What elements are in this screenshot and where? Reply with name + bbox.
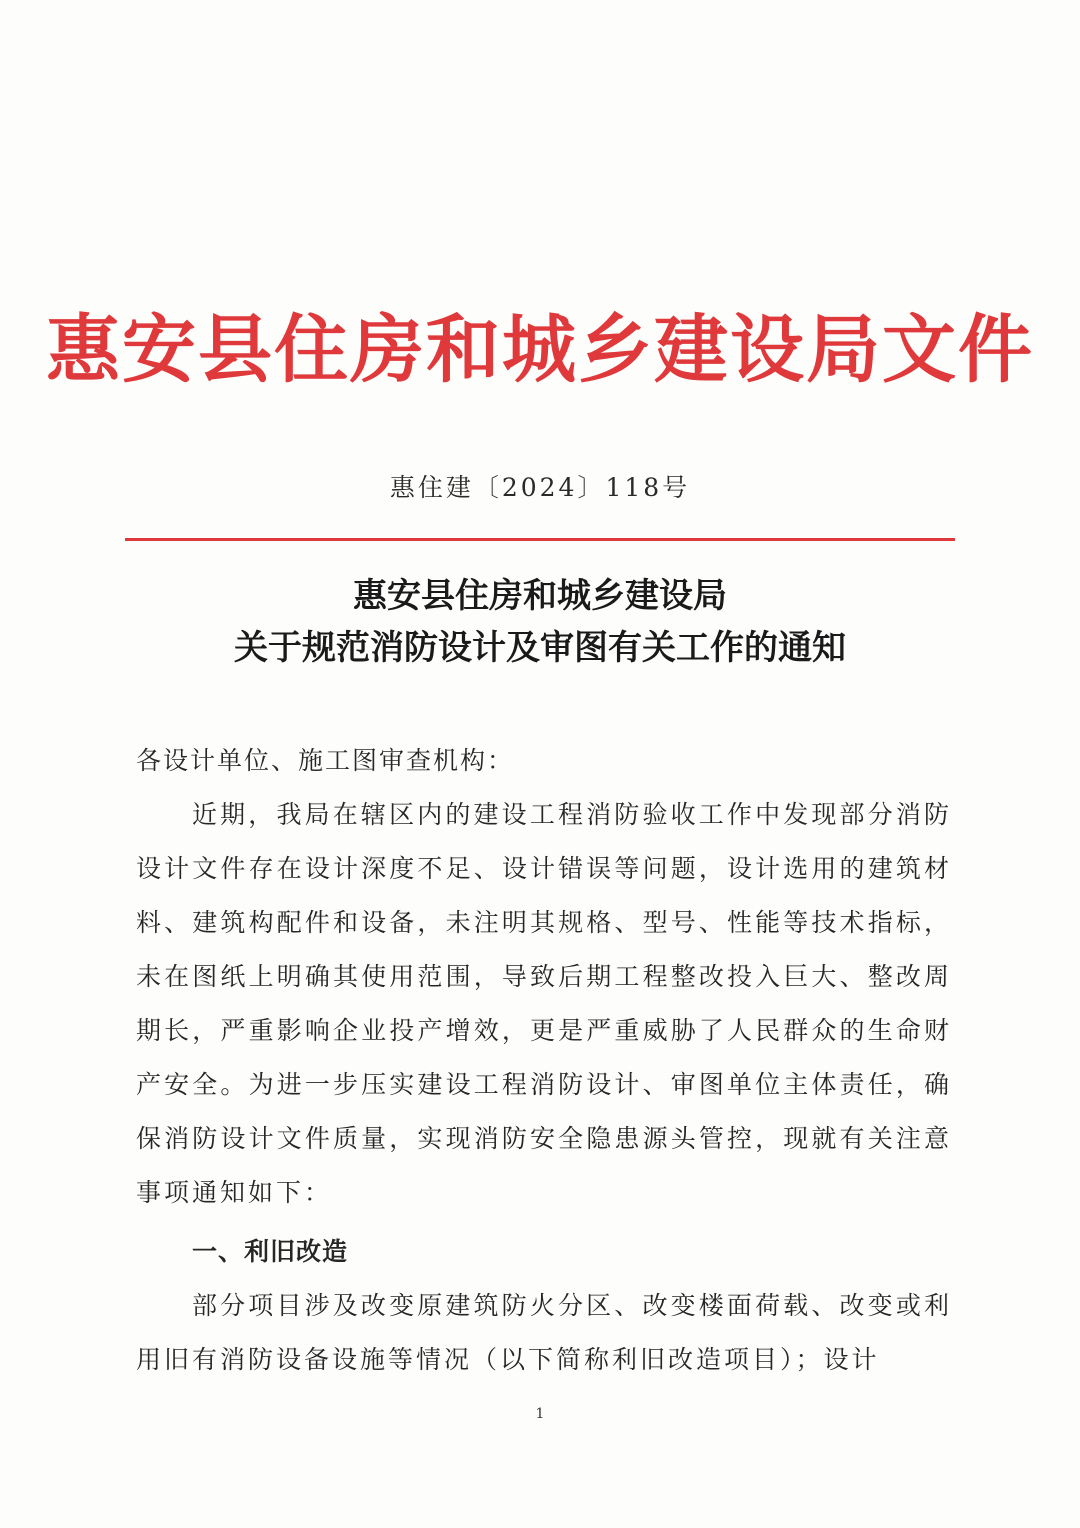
page-number: 1 — [535, 1406, 545, 1422]
masthead-title: 惠安县住房和城乡建设局文件 — [46, 307, 1034, 393]
section-heading-1: 一、利旧改造 — [192, 1237, 349, 1266]
notice-title-line-2: 关于规范消防设计及审图有关工作的通知 — [234, 628, 846, 668]
body-paragraph-section-1: 部分项目涉及改变原建筑防火分区、改变楼面荷载、改变或利用旧有消防设备设施等情况（以下简称利旧改造项目）；设计 — [136, 1291, 952, 1374]
red-separator-line — [125, 538, 955, 541]
salutation: 各设计单位、施工图审查机构： — [136, 746, 515, 775]
notice-title-line-1: 惠安县住房和城乡建设局 — [353, 576, 727, 616]
body-paragraph-intro: 近期，我局在辖区内的建设工程消防验收工作中发现部分消防设计文件存在设计深度不足、设计错误等问题，设计选用的建筑材料、建筑构配件和设备，未注明其规格、型号、性能等技术指标，未在图纸上明确其使用范围，导致后期工程整改投入巨大、整改周期长，严重影响企业投产增效，更是严重威胁了人民群众的生命财产安全。为进一步压实建设工程消防设计、审图单位主体责任，确保消防设计文件质量，实现消防安全隐患源头管控，现就有关注意事项通知如下： — [136, 800, 952, 1207]
document-number: 惠住建〔2024〕118号 — [389, 473, 691, 502]
